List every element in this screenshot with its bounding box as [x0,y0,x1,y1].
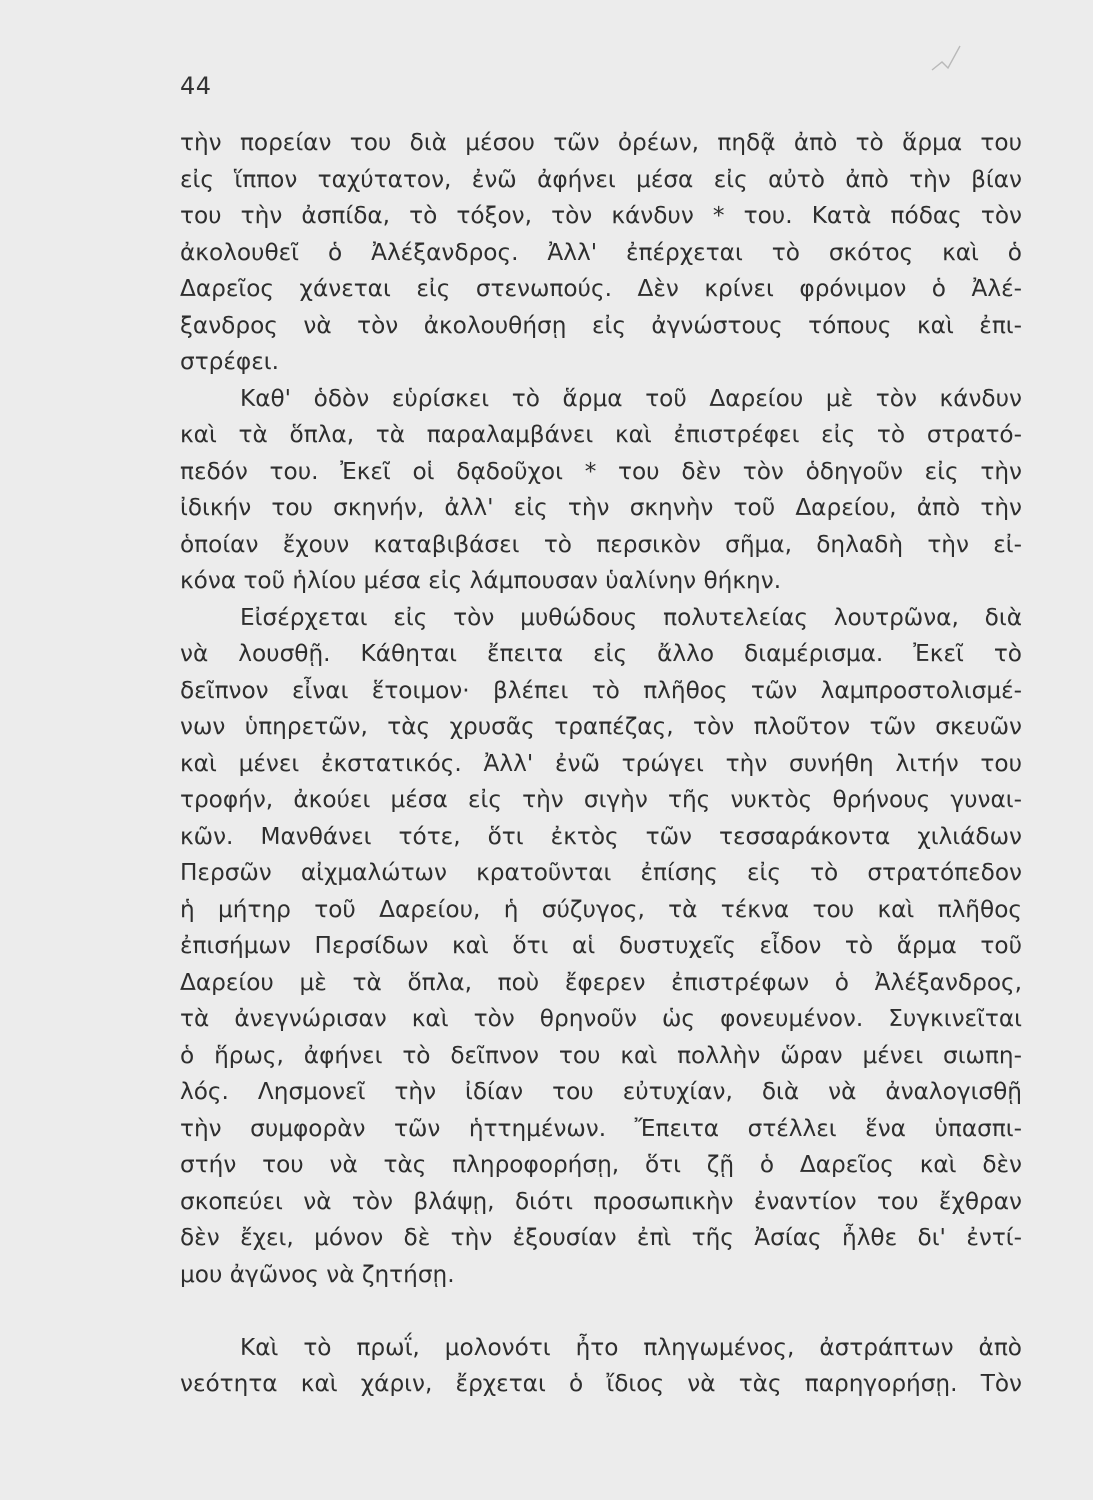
text-line: ἀκολουθεῖ ὁ Ἀλέξανδρος. Ἀλλ' ἐπέρχεται τὸ σκότος καὶ ὁ [180,238,1022,266]
text-line: Καθ' ὁδὸν εὑρίσκει τὸ ἅρμα τοῦ Δαρείου μὲ τὸν κάνδυν [240,384,1022,412]
text-line: νεότητα καὶ χάριν, ἔρχεται ὁ ἴδιος νὰ τὰς παρηγορήσῃ. Τὸν [180,1370,1022,1397]
text-line: τὴν πορείαν του διὰ μέσου τῶν ὀρέων, πηδᾷ ἀπὸ τὸ ἅρμα του [180,129,1022,156]
text-line: εἰς ἵππον ταχύτατον, ἐνῶ ἀφήνει μέσα εἰς αὐτὸ ἀπὸ τὴν βίαν [180,165,1022,193]
text-line: μου ἀγῶνος νὰ ζητήσῃ. [180,1260,455,1288]
text-line: ἡ μήτηρ τοῦ Δαρείου, ἡ σύζυγος, τὰ τέκνα του καὶ πλῆθος [180,895,1022,923]
text-line: Εἰσέρχεται εἰς τὸν μυθώδους πολυτελείας λουτρῶνα, διὰ [240,603,1022,631]
text-line: ἰδικήν του σκηνήν, ἀλλ' εἰς τὴν σκηνὴν τοῦ Δαρείου, ἀπὸ τὴν [180,494,1022,521]
pencil-mark-icon [928,40,964,76]
text-line: δεῖπνον εἶναι ἕτοιμον· βλέπει τὸ πλῆθος τῶν λαμπροστολισμέ- [180,676,1022,704]
text-line: στήν του νὰ τὰς πληροφορήσῃ, ὅτι ζῇ ὁ Δαρεῖος καὶ δὲν [180,1151,1022,1178]
text-line: του τὴν ἀσπίδα, τὸ τόξον, τὸν κάνδυν * του. Κατὰ πόδας τὸν [180,202,1022,229]
text-line: τὰ ἀνεγνώρισαν καὶ τὸν θρηνοῦν ὡς φονευμένον. Συγκινεῖται [180,1005,1022,1032]
body-text [180,125,1022,1403]
text-line: πεδόν του. Ἐκεῖ οἱ δᾳδοῦχοι * του δὲν τὸν ὁδηγοῦν εἰς τὴν [180,457,1022,485]
text-line: ἐπισήμων Περσίδων καὶ ὅτι αἱ δυστυχεῖς εἶδον τὸ ἅρμα τοῦ [180,932,1022,959]
text-line: νων ὑπηρετῶν, τὰς χρυσᾶς τραπέζας, τὸν πλοῦτον τῶν σκευῶν [180,713,1022,740]
text-line: Καὶ τὸ πρωΐ, μολονότι ἦτο πληγωμένος, ἀστράπτων ἀπὸ [240,1333,1022,1361]
text-line: τροφήν, ἀκούει μέσα εἰς τὴν σιγὴν τῆς νυκτὸς θρήνους γυναι- [180,786,1022,813]
text-line: λός. Λησμονεῖ τὴν ἰδίαν του εὐτυχίαν, διὰ νὰ ἀναλογισθῇ [180,1078,1022,1105]
text-line: καὶ τὰ ὅπλα, τὰ παραλαμβάνει καὶ ἐπιστρέφει εἰς τὸ στρατό- [180,421,1022,448]
text-line: Περσῶν αἰχμαλώτων κρατοῦνται ἐπίσης εἰς τὸ στρατόπεδον [180,859,1022,886]
text-line: κόνα τοῦ ἡλίου μέσα εἰς λάμπουσαν ὑαλίνην θήκην. [180,567,782,594]
text-line: δὲν ἔχει, μόνον δὲ τὴν ἐξουσίαν ἐπὶ τῆς Ἀσίας ἦλθε δι' ἐντί- [180,1224,1022,1251]
text-line: καὶ μένει ἐκστατικός. Ἀλλ' ἐνῶ τρώγει τὴν συνήθη λιτήν του [180,749,1022,777]
text-line: στρέφει. [180,348,279,375]
text-line: σκοπεύει νὰ τὸν βλάψῃ, διότι προσωπικὴν ἐναντίον του ἔχθραν [180,1187,1022,1215]
text-line: ὁ ἥρως, ἀφήνει τὸ δεῖπνον του καὶ πολλὴν ὥραν μένει σιωπη- [180,1041,1022,1069]
page-number: 44 [180,72,212,100]
text-line: κῶν. Μανθάνει τότε, ὅτι ἐκτὸς τῶν τεσσαράκοντα χιλιάδων [180,822,1022,850]
text-line: ξανδρος νὰ τὸν ἀκολουθήσῃ εἰς ἀγνώστους τόπους καὶ ἐπι- [180,311,1022,339]
text-line: νὰ λουσθῇ. Κάθηται ἔπειτα εἰς ἄλλο διαμέρισμα. Ἐκεῖ τὸ [180,640,1022,667]
text-line: Δαρεῖος χάνεται εἰς στενωπούς. Δὲν κρίνει φρόνιμον ὁ Ἀλέ- [180,275,1022,302]
text-line: Δαρείου μὲ τὰ ὅπλα, ποὺ ἔφερεν ἐπιστρέφων ὁ Ἀλέξανδρος, [180,968,1022,996]
text-line: τὴν συμφορὰν τῶν ἡττημένων. Ἔπειτα στέλλει ἕνα ὑπασπι- [180,1114,1022,1142]
text-line: ὁποίαν ἔχουν καταβιβάσει τὸ περσικὸν σῆμα, δηλαδὴ τὴν εἰ- [180,530,1022,558]
paragraph-gap [180,1293,1022,1330]
